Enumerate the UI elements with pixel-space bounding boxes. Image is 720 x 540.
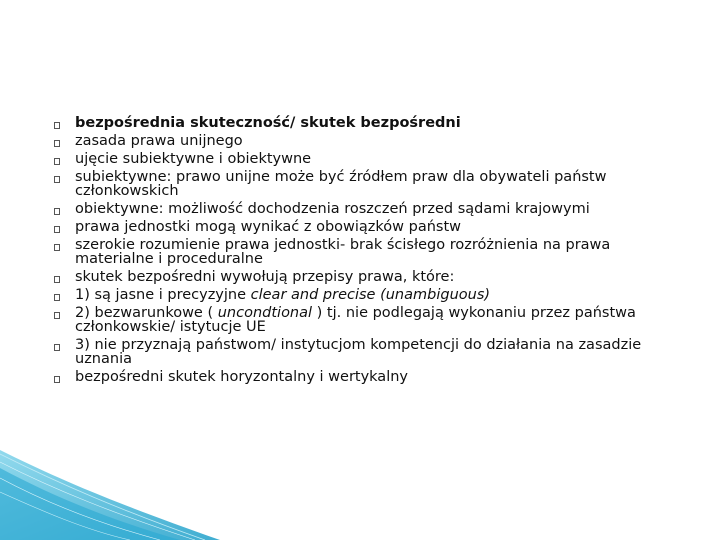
list-item <box>54 370 654 384</box>
bullet-list <box>54 116 654 388</box>
square-bullet-icon <box>54 122 60 129</box>
list-item-text-prefix: 1) są jasne i precyzyjne <box>75 287 251 303</box>
list-item <box>54 170 654 198</box>
list-item <box>54 116 654 130</box>
list-item <box>54 270 654 284</box>
list-item-text: szerokie rozumienie prawa jednostki- brak ścisłego rozróżnienia na prawa materialne i proceduralne <box>75 237 611 267</box>
list-item <box>54 220 654 234</box>
square-bullet-icon <box>54 312 60 319</box>
square-bullet-icon <box>54 244 60 251</box>
list-item-text: ujęcie subiektywne i obiektywne <box>75 151 312 167</box>
list-item-text-suffix: ) tj. nie podlegają wykonaniu przez państwa członkowskie/ istytucje UE <box>75 305 636 335</box>
decorative-corner-swoosh <box>0 450 220 540</box>
list-item-text-italic: uncondtional <box>217 305 313 321</box>
list-item-text: zasada prawa unijnego <box>75 133 243 149</box>
list-item <box>54 134 654 148</box>
square-bullet-icon <box>54 226 60 233</box>
list-item-text: obiektywne: możliwość dochodzenia roszczeń przed sądami krajowymi <box>75 201 590 217</box>
list-item <box>54 202 654 216</box>
list-item <box>54 306 654 334</box>
list-item-text: prawa jednostki mogą wynikać z obowiązków państw <box>75 219 462 235</box>
list-item-text: bezpośredni skutek horyzontalny i wertykalny <box>75 369 408 385</box>
square-bullet-icon <box>54 176 60 183</box>
list-item <box>54 238 654 266</box>
list-item <box>54 288 654 302</box>
square-bullet-icon <box>54 376 60 383</box>
square-bullet-icon <box>54 208 60 215</box>
list-item-text: bezpośrednia skuteczność/ skutek bezpośredni <box>75 115 461 131</box>
list-item <box>54 152 654 166</box>
square-bullet-icon <box>54 294 60 301</box>
square-bullet-icon <box>54 140 60 147</box>
list-item-text: subiektywne: prawo unijne może być źródłem praw dla obywateli państw członkowskich <box>75 169 607 199</box>
list-item-text-prefix: 2) bezwarunkowe ( <box>75 305 218 321</box>
list-item <box>54 338 654 366</box>
square-bullet-icon <box>54 276 60 283</box>
list-item-text-italic: clear and precise (unambiguous) <box>250 287 491 303</box>
list-item-text: 3) nie przyznają państwom/ instytucjom kompetencji do działania na zasadzie uznania <box>75 337 642 367</box>
square-bullet-icon <box>54 158 60 165</box>
list-item-text: skutek bezpośredni wywołują przepisy prawa, które: <box>75 269 455 285</box>
square-bullet-icon <box>54 344 60 351</box>
